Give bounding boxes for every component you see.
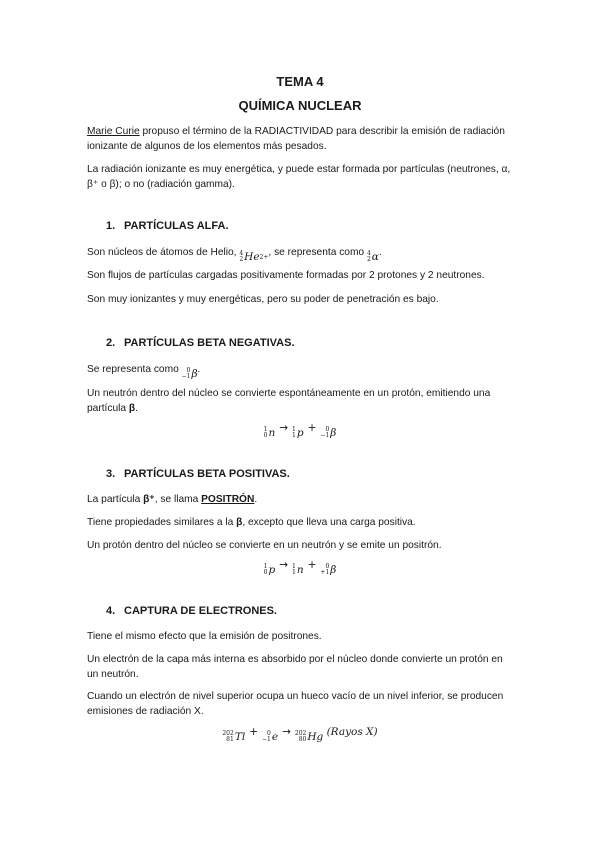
eq1-plus: + bbox=[307, 422, 317, 434]
beta-neg-line1: Un neutrón dentro del núcleo se convierte espontáneamente en un protón, emitiendo una bbox=[87, 388, 491, 399]
section-4-number: 4. bbox=[106, 605, 116, 617]
section-2-heading bbox=[106, 337, 295, 349]
eq2-p-number: 0 bbox=[263, 569, 268, 576]
alpha-symbol bbox=[367, 250, 379, 265]
eq3-electron: e bbox=[271, 731, 279, 743]
eq3-tl-mass: 202 bbox=[222, 730, 234, 737]
eq2-beta: β bbox=[330, 564, 337, 576]
section-1-title: PARTÍCULAS ALFA. bbox=[124, 220, 229, 232]
eq2-arrow: → bbox=[279, 559, 289, 571]
alpha-text-b: , se representa como bbox=[268, 247, 367, 258]
eq1-p-number: 1 bbox=[292, 432, 296, 439]
beta-pos-p2-b: , excepto que lleva una carga positiva. bbox=[242, 517, 416, 528]
beta-minus-equation bbox=[0, 422, 600, 439]
alpha-number: 2 bbox=[366, 256, 371, 263]
page-title: TEMA 4 bbox=[276, 74, 324, 89]
eq1-n-mass: 1 bbox=[263, 426, 268, 433]
helium-mass: 4 bbox=[239, 250, 244, 257]
capture-paragraph-3 bbox=[87, 689, 527, 719]
eq3-thallium: Tl bbox=[234, 731, 246, 743]
section-3-heading bbox=[106, 468, 290, 480]
eq2-b-number: +1 bbox=[320, 569, 330, 576]
helium-nucleus bbox=[239, 250, 268, 265]
capture-p3-line2: emisiones de radiación X. bbox=[87, 706, 204, 717]
beta-pos-p2-beta: β bbox=[236, 517, 243, 528]
helium-symbol: He bbox=[244, 250, 260, 263]
eq1-n-number: 0 bbox=[263, 432, 268, 439]
eq2-n-mass: 1 bbox=[292, 563, 296, 570]
eq1-b-number: −1 bbox=[320, 432, 330, 439]
eq2-plus: + bbox=[307, 559, 317, 571]
helium-charge: 2+ bbox=[259, 253, 269, 261]
eq3-e-mass: 0 bbox=[267, 730, 271, 737]
eq2-p-mass: 1 bbox=[263, 563, 268, 570]
eq3-tl-number: 81 bbox=[226, 736, 234, 743]
alpha-paragraph-3: Son muy ionizantes y muy energéticas, pero su poder de penetración es bajo. bbox=[87, 294, 439, 305]
eq3-hg-number: 80 bbox=[298, 736, 307, 743]
alpha-paragraph-2: Son flujos de partículas cargadas positivamente formadas por 2 protones y 2 neutrones. bbox=[87, 270, 485, 281]
beta-pos-paragraph-3: Un protón dentro del núcleo se convierte en un neutrón y se emite un positrón. bbox=[87, 540, 442, 551]
eq3-mercury: Hg bbox=[307, 731, 324, 743]
eq1-b-mass: 0 bbox=[325, 426, 330, 433]
alpha-text-a: Son núcleos de átomos de Helio, bbox=[87, 247, 240, 258]
section-1-number: 1. bbox=[106, 220, 116, 232]
beta-neg-text-a: Se representa como bbox=[87, 364, 182, 375]
radiation-paragraph bbox=[87, 162, 527, 192]
beta-plus-equation bbox=[0, 559, 600, 576]
eq1-arrow: → bbox=[279, 422, 289, 434]
alpha-text-c: . bbox=[378, 247, 382, 258]
eq3-hg-mass: 202 bbox=[294, 730, 307, 737]
eq1-beta: β bbox=[330, 427, 337, 439]
capture-p2-line1: Un electrón de la capa más interna es absorbido por el núcleo donde convierte un protón en bbox=[87, 654, 503, 665]
capture-paragraph-1: Tiene el mismo efecto que la emisión de positrones. bbox=[87, 631, 322, 642]
eq3-e-number: −1 bbox=[262, 736, 271, 743]
beta-minus-mass: 0 bbox=[186, 367, 191, 374]
section-4-heading bbox=[106, 605, 277, 617]
positron-word: POSITRÓN bbox=[201, 494, 255, 505]
eq2-neutron: n bbox=[296, 564, 304, 576]
beta-pos-paragraph-1 bbox=[87, 492, 527, 507]
beta-pos-beta: β⁺ bbox=[143, 494, 155, 505]
eq2-b-mass: 0 bbox=[325, 563, 330, 570]
section-3-title: PARTÍCULAS BETA POSITIVAS. bbox=[124, 468, 290, 480]
intro-line1: propuso el término de la RADIACTIVIDAD para describir la emisión de radiación bbox=[139, 126, 505, 137]
beta-neg-paragraph-1 bbox=[87, 362, 527, 382]
eq3-arrow: → bbox=[282, 726, 291, 738]
page-subtitle: QUÍMICA NUCLEAR bbox=[238, 98, 362, 113]
eq3-rayos-x: (Rayos X) bbox=[326, 726, 378, 738]
radiation-line1: La radiación ionizante es muy energética, y puede estar formada por partículas (neutrones, α, bbox=[87, 164, 511, 175]
beta-pos-text-a: La partícula bbox=[87, 494, 144, 505]
eq1-p-mass: 1 bbox=[292, 426, 296, 433]
section-2-title: PARTÍCULAS BETA NEGATIVAS. bbox=[124, 337, 295, 349]
intro-name: Marie Curie bbox=[87, 126, 140, 137]
capture-p3-line1: Cuando un electrón de nivel superior ocupa un hueco vacío de un nivel inferior, se producen bbox=[87, 691, 504, 702]
beta-pos-p2-a: Tiene propiedades similares a la bbox=[87, 517, 237, 528]
beta-neg-paragraph-2 bbox=[87, 386, 527, 416]
eq1-proton: p bbox=[296, 427, 304, 439]
beta-minus-number: −1 bbox=[181, 373, 191, 380]
section-4-title: CAPTURA DE ELECTRONES. bbox=[124, 605, 277, 617]
capture-paragraph-2 bbox=[87, 652, 527, 682]
alpha-mass: 4 bbox=[366, 250, 371, 257]
eq2-n-number: 1 bbox=[292, 569, 296, 576]
eq1-neutron: n bbox=[268, 427, 276, 439]
section-2-number: 2. bbox=[106, 337, 116, 349]
electron-capture-equation bbox=[0, 726, 600, 743]
alpha-letter: α bbox=[371, 250, 379, 263]
beta-neg-line2-c: . bbox=[135, 403, 138, 414]
beta-minus-symbol bbox=[182, 367, 198, 382]
beta-minus-letter: β bbox=[191, 367, 198, 380]
beta-neg-line2-a: partícula bbox=[87, 403, 129, 414]
beta-pos-paragraph-2 bbox=[87, 515, 527, 530]
beta-neg-beta: β bbox=[128, 403, 136, 414]
helium-number: 2 bbox=[239, 256, 244, 263]
eq3-plus: + bbox=[249, 726, 258, 738]
intro-paragraph bbox=[87, 124, 527, 154]
beta-pos-text-b: , se llama bbox=[154, 494, 202, 505]
section-1-heading bbox=[106, 220, 229, 232]
radiation-line2: β⁺ o β); o no (radiación gamma). bbox=[87, 179, 235, 190]
alpha-paragraph-1 bbox=[87, 245, 527, 265]
capture-p2-line2: un neutrón. bbox=[87, 669, 139, 680]
beta-pos-text-c: . bbox=[254, 494, 258, 505]
section-3-number: 3. bbox=[106, 468, 116, 480]
eq2-proton: p bbox=[268, 564, 276, 576]
beta-neg-text-c: . bbox=[197, 364, 201, 375]
intro-line2: ionizante de algunos de los elementos más pesados. bbox=[87, 141, 327, 152]
